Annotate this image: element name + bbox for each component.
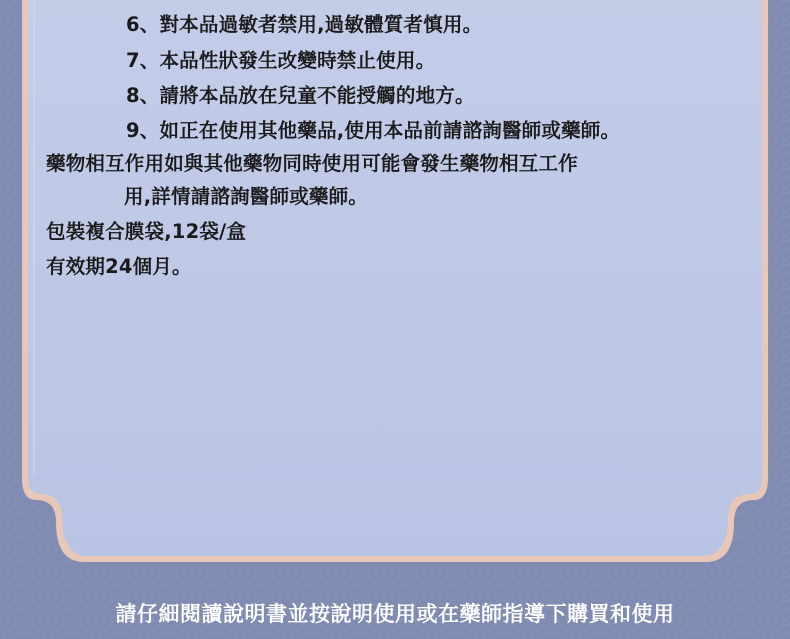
precaution-item-8: 8、請將本品放在兒童不能授觸的地方。 bbox=[126, 84, 475, 107]
validity-period: 有效期24個月。 bbox=[46, 255, 192, 278]
precaution-item-9: 9、如正在使用其他藥品,使用本品前請諮詢醫師或藥師。 bbox=[126, 119, 621, 142]
drug-interaction-line-2: 用,詳情請諮詢醫師或藥師。 bbox=[124, 185, 369, 208]
drug-interaction-line-1: 藥物相互作用如與其他藥物同時使用可能會發生藥物相互工作 bbox=[46, 152, 578, 175]
precaution-item-7: 7、本品性狀發生改變時禁止使用。 bbox=[126, 49, 436, 72]
usage-notice: 請仔細閱讀說明書並按說明使用或在藥師指導下購買和使用 bbox=[115, 602, 675, 626]
packaging-info: 包裝複合膜袋,12袋/盒 bbox=[46, 220, 247, 243]
precaution-item-6: 6、對本品過敏者禁用,過敏體質者慎用。 bbox=[126, 13, 483, 36]
